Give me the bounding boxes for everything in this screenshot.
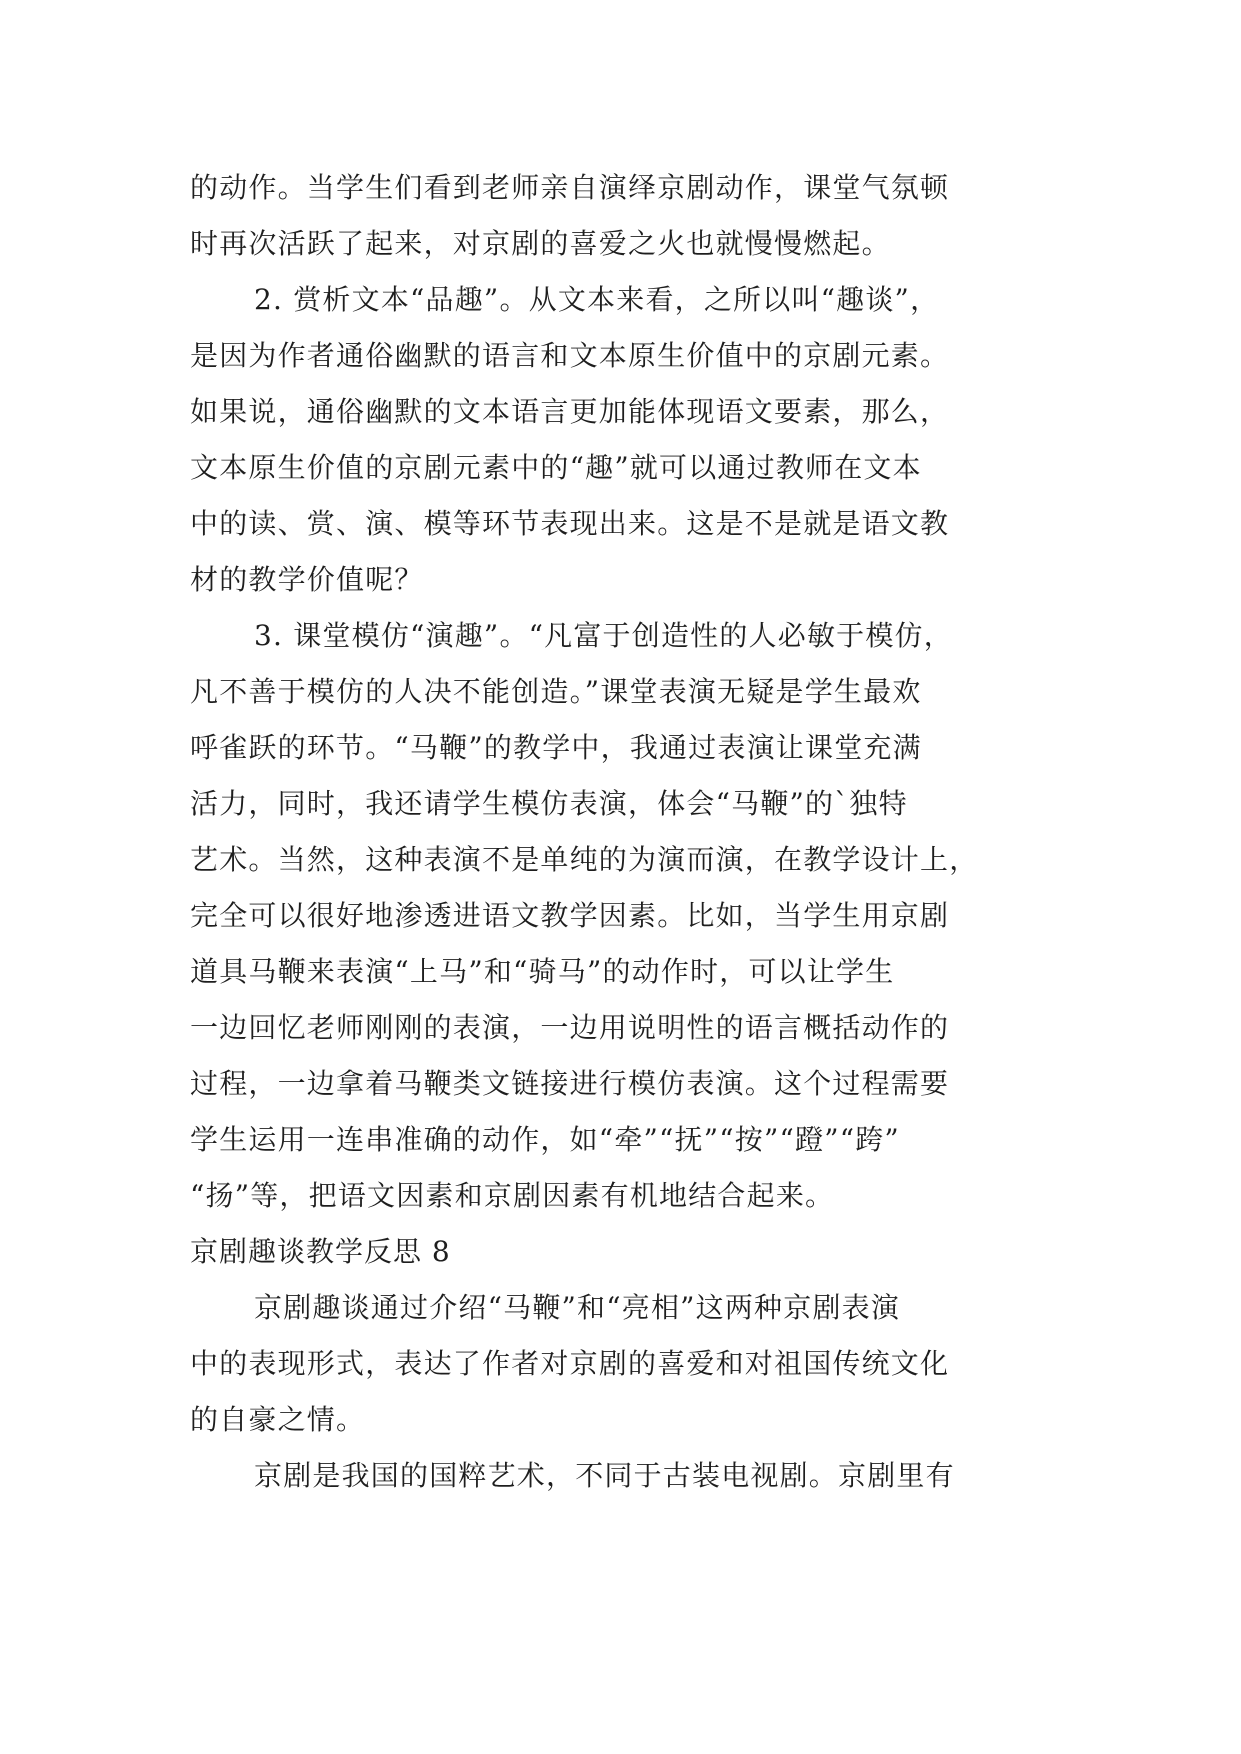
- text-line: 学生运用一连串准确的动作，如“牵”“抚”“按”“蹬”“跨”: [190, 1123, 900, 1156]
- text-line: 是因为作者通俗幽默的语言和文本原生价值中的京剧元素。: [190, 339, 950, 372]
- text-line: 活力，同时，我还请学生模仿表演，体会“马鞭”的`独特: [190, 787, 908, 820]
- text-line: 凡不善于模仿的人决不能创造。”课堂表演无疑是学生最欢: [190, 675, 922, 708]
- text-line: 材的教学价值呢？: [190, 563, 424, 596]
- paragraph-1: [190, 160, 1050, 272]
- text-line: 呼雀跃的环节。“马鞭”的教学中，我通过表演让课堂充满: [190, 731, 922, 764]
- text-line: “扬”等，把语文因素和京剧因素有机地结合起来。: [190, 1179, 835, 1212]
- text-line: 道具马鞭来表演“上马”和“骑马”的动作时，可以让学生: [190, 955, 895, 988]
- text-line: 的自豪之情。: [190, 1403, 366, 1436]
- text-line: 京剧趣谈通过介绍“马鞭”和“亮相”这两种京剧表演: [254, 1291, 901, 1324]
- text-line: 时再次活跃了起来，对京剧的喜爱之火也就慢慢燃起。: [190, 227, 891, 260]
- text-line: 如果说，通俗幽默的文本语言更加能体现语文要素，那么，: [190, 395, 950, 428]
- paragraph-4: [190, 1280, 1050, 1448]
- text-line: 京剧是我国的国粹艺术，不同于古装电视剧。京剧里有: [254, 1459, 955, 1492]
- paragraph-3: [190, 608, 1050, 1224]
- text-line: 过程，一边拿着马鞭类文链接进行模仿表演。这个过程需要: [190, 1067, 950, 1100]
- document-body: [190, 160, 1050, 1504]
- text-line: 完全可以很好地渗透进语文教学因素。比如，当学生用京剧: [190, 899, 950, 932]
- text-line: 一边回忆老师刚刚的表演，一边用说明性的语言概括动作的: [190, 1011, 950, 1044]
- text-line: 中的表现形式，表达了作者对京剧的喜爱和对祖国传统文化: [190, 1347, 950, 1380]
- paragraph-5: [190, 1448, 1050, 1504]
- text-line: 中的读、赏、演、模等环节表现出来。这是不是就是语文教: [190, 507, 950, 540]
- text-line: 的动作。当学生们看到老师亲自演绎京剧动作，课堂气氛顿: [190, 171, 950, 204]
- text-line: 2. 赏析文本“品趣”。从文本来看，之所以叫“趣谈”，: [254, 283, 940, 316]
- text-line: 3. 课堂模仿“演趣”。“凡富于创造性的人必敏于模仿，: [254, 619, 953, 652]
- text-line: 文本原生价值的京剧元素中的“趣”就可以通过教师在文本: [190, 451, 922, 484]
- text-line: 艺术。当然，这种表演不是单纯的为演而演，在教学设计上，: [190, 843, 979, 876]
- section-title: 京剧趣谈教学反思 8: [190, 1235, 451, 1268]
- paragraph-2: [190, 272, 1050, 608]
